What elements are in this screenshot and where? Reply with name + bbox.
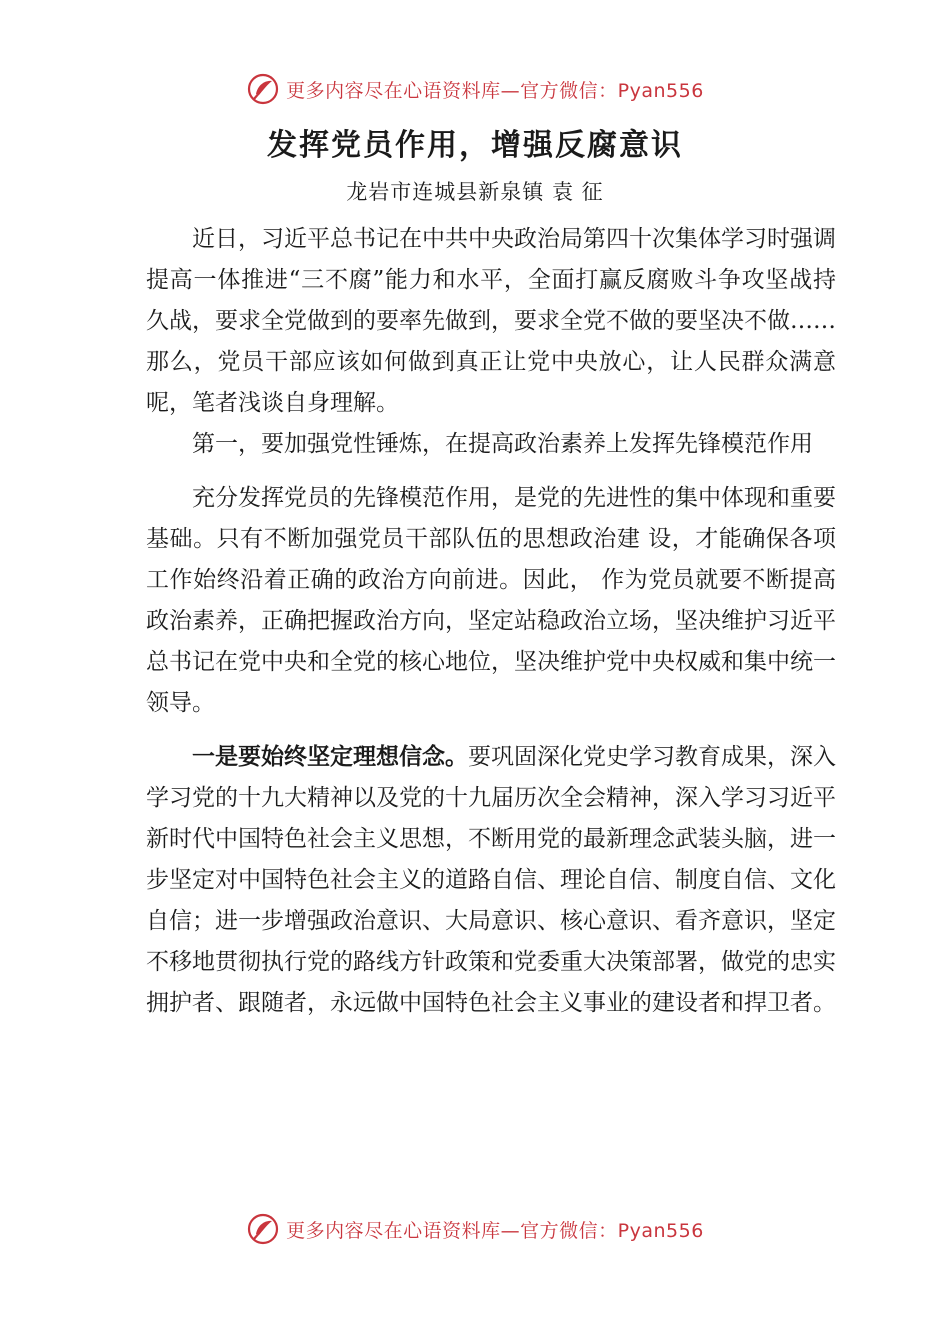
footer-watermark bbox=[0, 1212, 950, 1246]
document-author: 龙岩市连城县新泉镇 袁 征 bbox=[346, 180, 604, 204]
watermark-text: 更多内容尽在心语资料库—官方微信：Pyan556 bbox=[286, 1219, 704, 1242]
watermark-text: 更多内容尽在心语资料库—官方微信：Pyan556 bbox=[286, 79, 704, 102]
pen-heart-logo-icon bbox=[246, 72, 280, 106]
header-watermark bbox=[0, 72, 950, 106]
intro-paragraph: 近日，习近平总书记在中共中央政治局第四十次集体学习时强调提高一体推进“三不腐”能力和水平，全面打赢反腐败斗争攻坚战持久战，要求全党做到的要率先做到，要求全党不做的要坚决不做……那么，党员干部应该如何做到真正让党中央放心，让人民群众满意呢，笔者浅谈自身理解。 bbox=[146, 226, 836, 416]
point-one-paragraph bbox=[146, 737, 836, 1024]
document-body bbox=[146, 219, 836, 1024]
body-paragraph: 充分发挥党员的先锋模范作用，是党的先进性的集中体现和重要基础。只有不断加强党员干部队伍的思想政治建 设，才能确保各项工作始终沿着正确的政治方向前进。因此， 作为党员就要不断提高政治素养，正确把握政治方向，坚定站稳政治立场，坚决维护习近平总书记在党中央和全党的核心地位，坚决维护党中央权威和集中统一领导。 bbox=[146, 485, 836, 716]
point-one-lead: 一是要始终坚定理想信念。 bbox=[192, 744, 468, 770]
pen-heart-logo-icon bbox=[246, 1212, 280, 1246]
point-one-text: 要巩固深化党史学习教育成果，深入学习党的十九大精神以及党的十九届历次全会精神，深入学习习近平新时代中国特色社会主义思想，不断用党的最新理念武装头脑，进一步坚定对中国特色社会主义的道路自信、理论自信、制度自信、文化自信；进一步增强政治意识、大局意识、核心意识、看齐意识，坚定不移地贯彻执行党的路线方针政策和党委重大决策部署，做党的忠实拥护者、跟随者，永远做中国特色社会主义事业的建设者和捍卫者。 bbox=[146, 744, 836, 1016]
section-heading: 第一，要加强党性锤炼，在提高政治素养上发挥先锋模范作用 bbox=[192, 431, 813, 457]
document-title: 发挥党员作用，增强反腐意识 bbox=[267, 128, 683, 163]
